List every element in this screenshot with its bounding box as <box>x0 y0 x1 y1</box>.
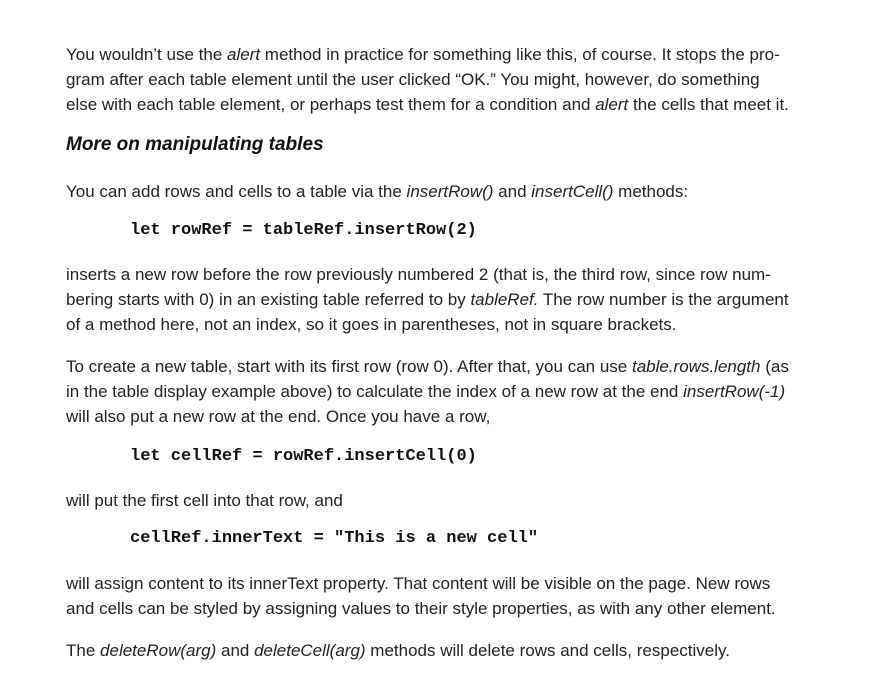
emphasis: insertRow() <box>406 182 494 201</box>
text: will also put a new row at the end. Once you have a row, <box>66 407 491 426</box>
paragraph-insert-row-explanation <box>66 262 836 337</box>
paragraph-create-table <box>66 354 836 429</box>
text: methods will delete rows and cells, respectively. <box>365 641 730 660</box>
text: will assign content to its innerText property. That content will be visible on the page. New rows <box>66 574 771 593</box>
text: (as <box>760 357 789 376</box>
text: method in practice for something like this, of course. It stops the pro- <box>260 45 780 64</box>
code-insert-row: let rowRef = tableRef.insertRow(2) <box>130 221 477 240</box>
code-inner-text: cellRef.innerText = "This is a new cell" <box>130 529 539 548</box>
text: and <box>493 182 532 201</box>
text: and <box>216 641 255 660</box>
paragraph-delete-methods <box>66 638 836 663</box>
code-insert-cell: let cellRef = rowRef.insertCell(0) <box>130 447 477 466</box>
emphasis: deleteCell(arg) <box>254 641 366 660</box>
paragraph-alert-note <box>66 42 836 117</box>
text: methods: <box>613 182 689 201</box>
emphasis: alert <box>227 45 261 64</box>
emphasis: insertRow(-1) <box>683 382 786 401</box>
text: in the table display example above) to calculate the index of a new row at the end <box>66 382 684 401</box>
text: To create a new table, start with its first row (row 0). After that, you can use <box>66 357 632 376</box>
section-heading: More on manipulating tables <box>66 134 324 155</box>
paragraph-first-cell: will put the first cell into that row, and <box>66 491 343 510</box>
paragraph-inner-text <box>66 571 836 621</box>
text: else with each table element, or perhaps test them for a condition and <box>66 95 596 114</box>
emphasis: table.rows.length <box>631 357 761 376</box>
text: the cells that meet it. <box>628 95 789 114</box>
text: You wouldn’t use the <box>66 45 227 64</box>
text: and cells can be styled by assigning values to their style properties, as with any other element. <box>66 599 776 618</box>
text: gram after each table element until the user clicked “OK.” You might, however, do something <box>66 70 760 89</box>
paragraph-insert-methods <box>66 179 836 204</box>
emphasis: alert <box>595 95 629 114</box>
text: The row number is the argument <box>538 290 789 309</box>
emphasis: insertCell() <box>531 182 614 201</box>
text: of a method here, not an index, so it goes in parentheses, not in square brackets. <box>66 315 677 334</box>
text: You can add rows and cells to a table via the <box>66 182 407 201</box>
text: inserts a new row before the row previously numbered 2 (that is, the third row, since row num- <box>66 265 771 284</box>
emphasis: tableRef. <box>470 290 539 309</box>
text: The <box>66 641 101 660</box>
text: bering starts with 0) in an existing table referred to by <box>66 290 471 309</box>
emphasis: deleteRow(arg) <box>100 641 217 660</box>
